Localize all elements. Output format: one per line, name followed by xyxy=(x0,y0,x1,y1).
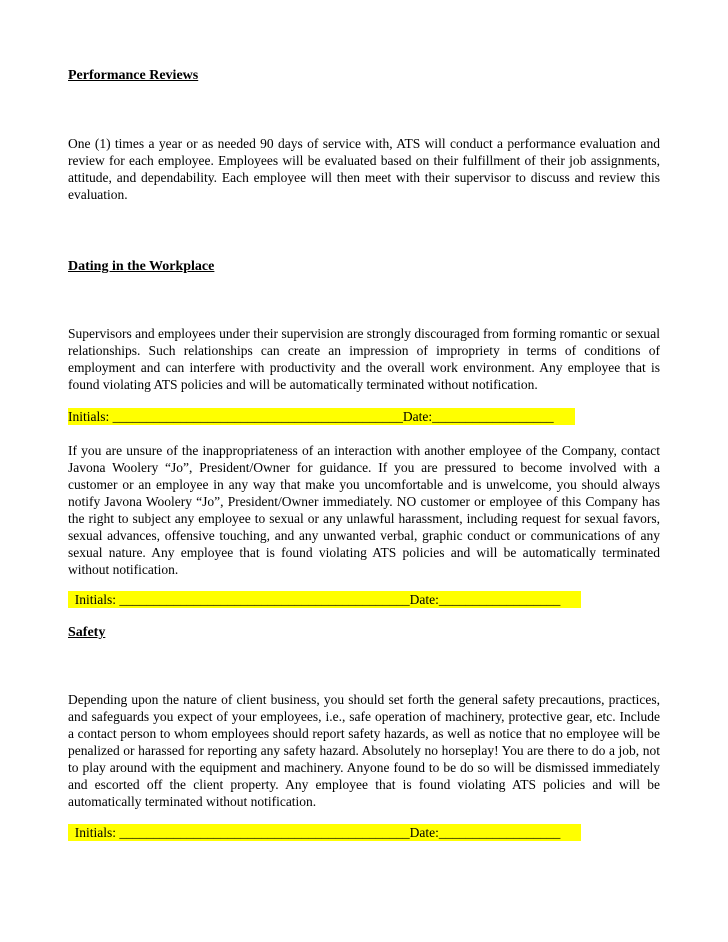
paragraph-performance-reviews: One (1) times a year or as needed 90 days of service with, ATS will conduct a performance evaluation and review for each employee. Employees will be evaluated based on their fulfillment of their job assignments, attitude, and dependability. Each employee will then meet with their supervisor to discuss and review this evaluation. xyxy=(68,136,660,202)
paragraph-safety-policy: Depending upon the nature of client business, you should set forth the general safety precautions, practices, and safeguards you expect of your employees, i.e., safe operation of machinery, protective gear, etc. Include a contact person to whom employees should report safety hazards, as well as notice that no employee will be penalized or harassed for reporting any safety hazard. Absolutely no horseplay! You are there to do a job, not to play around with the equipment and machinery. Anyone found to be do so will be dismissed immediately and escorted off the client property. Any employee that is found violating ATS policies and will be automatically terminated without notification. xyxy=(68,692,660,809)
heading-safety: Safety xyxy=(68,625,106,640)
initials-date-line-1: Initials: ___________________________________________Date:__________________ xyxy=(68,408,575,425)
heading-dating-in-workplace: Dating in the Workplace xyxy=(68,259,215,274)
initials-date-line-2: Initials: ___________________________________________Date:__________________ xyxy=(68,591,581,608)
initials-date-line-3: Initials: ___________________________________________Date:__________________ xyxy=(68,824,581,841)
paragraph-dating-policy: Supervisors and employees under their supervision are strongly discouraged from forming romantic or sexual relationships. Such relationships can create an impression of impropriety in terms of conditions of employment and can interfere with productivity and the overall work environment. Any employee that is found violating ATS policies and will be automatically terminated without notification. xyxy=(68,326,660,392)
paragraph-harassment-policy: If you are unsure of the inappropriateness of an interaction with another employee of the Company, contact Javona Woolery “Jo”, President/Owner for guidance. If you are pressured to become involved with a customer or an employee in any way that make you uncomfortable and is unwelcome, you should always notify Javona Woolery “Jo”, President/Owner immediately. NO customer or employee of this Company has the right to subject any employee to sexual or any unlawful harassment, including request for sexual favors, sexual advances, offensive touching, and any unwanted verbal, graphic conduct or communications of any sexual nature. Any employee that is found violating ATS policies and will be automatically terminated without notification. xyxy=(68,443,660,577)
heading-performance-reviews: Performance Reviews xyxy=(68,68,199,83)
